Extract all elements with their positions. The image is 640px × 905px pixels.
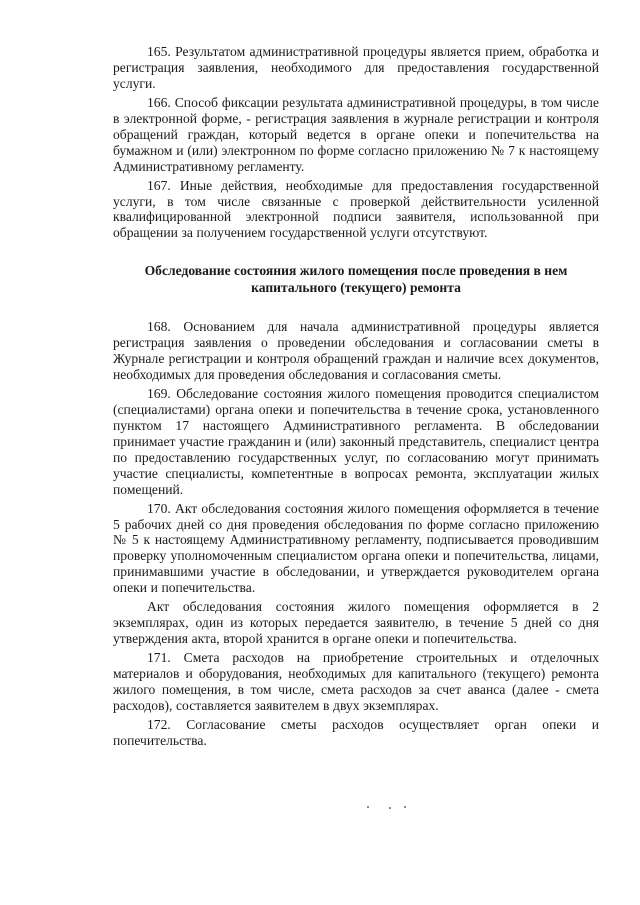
paragraph-166: 166. Способ фиксации результата административной процедуры, в том числе в электронной форме, - регистрация заявления в журнале регистрации и контроля обращений граждан, который ведется в органе опеки и попечительства на бумажном и (или) электронном по форме согласно приложению № 7 к настоящему Административному регламенту. [113,94,599,174]
paragraph-170: 170. Акт обследования состояния жилого помещения оформляется в течение 5 рабочих дней со дня проведения обследования по форме согласно приложению № 5 к настоящему Административному регламенту, подписывается проводившим проверку уполномоченным специалистом органа опеки и попечительства, лицами, принимавшими участие в обследовании, и утверждается руководителем органа опеки и попечительства. [113,500,599,596]
scan-speck [389,807,391,809]
section-heading [113,263,599,296]
paragraph-167: 167. Иные действия, необходимые для предоставления государственной услуги, в том числе связанные с проверкой действительности усиленной квалифицированной электронной подписи заявителя, использованной при обращении за получением государственной услуги отсутствуют. [113,177,599,241]
scan-speck [404,806,406,808]
paragraph-168: 168. Основанием для начала административной процедуры является регистрация заявления о проведении обследования и согласовании сметы в Журнале регистрации и контроля обращений граждан и наличие всех документов, необходимых для проведения обследования и согласования сметы. [113,319,599,382]
paragraph-170-continuation: Акт обследования состояния жилого помещения оформляется в 2 экземплярах, один из которых передается заявителю, в течение 5 дней со дня утверждения акта, второй хранится в органе опеки и попечительства. [113,599,599,647]
paragraph-172: 172. Согласование сметы расходов осуществляет орган опеки и попечительства. [113,716,599,748]
paragraph-169: 169. Обследование состояния жилого помещения проводится специалистом (специалистами) органа опеки и попечительства в течение срока, установленного пунктом 17 настоящего Административного регламента. В обследовании принимает участие гражданин и (или) законный представитель, специалист центра по предоставлению государственных услуг, по согласованию могут принимать участие специалисты, компетентные в вопросах ремонта, эксплуатации жилых помещений. [113,386,599,497]
paragraph-165: 165. Результатом административной процедуры является прием, обработка и регистрация заявления, необходимого для предоставления государственной услуги. [113,44,599,91]
scan-speck [367,806,369,808]
document-page [113,44,599,752]
section-heading-line-2: капитального (текущего) ремонта [251,279,461,295]
section-heading-line-1: Обследование состояния жилого помещения после проведения в нем [144,263,568,279]
paragraph-171: 171. Смета расходов на приобретение строительных и отделочных материалов и оборудования, необходимых для капитального (текущего) ремонта жилого помещения, в том числе, смета расходов за счет аванса (далее - смета расходов), составляется заявителем в двух экземплярах. [113,650,599,713]
